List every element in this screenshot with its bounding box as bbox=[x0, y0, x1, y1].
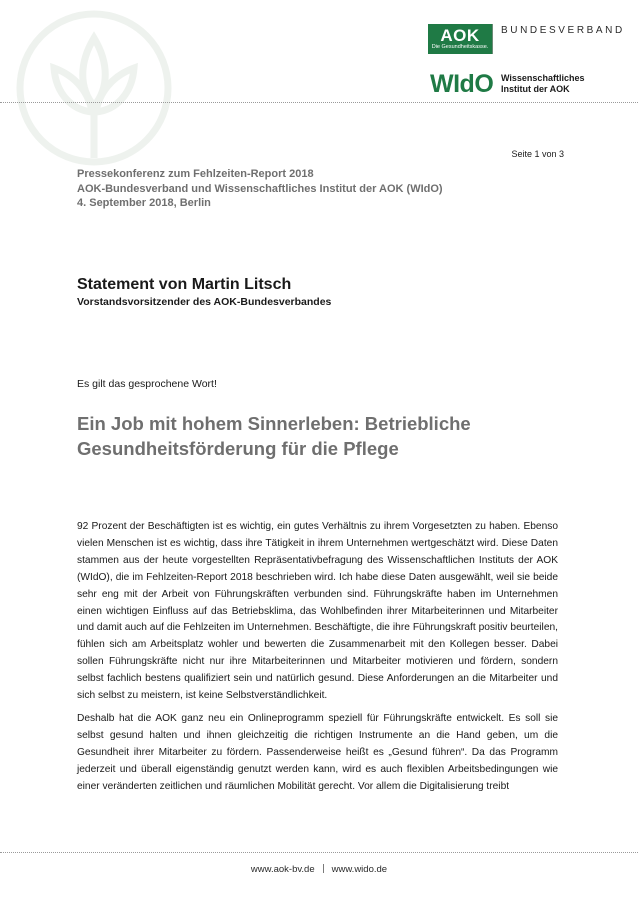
headline bbox=[77, 411, 557, 461]
conference-info bbox=[77, 167, 557, 211]
wido-institute-name bbox=[501, 73, 584, 95]
footer-separator bbox=[323, 864, 324, 873]
bundesverband-label: BUNDESVERBAND bbox=[501, 25, 625, 36]
footer-link-aok[interactable]: www.aok-bv.de bbox=[250, 864, 315, 875]
footer bbox=[0, 864, 638, 875]
wido-logo: WIdO bbox=[430, 70, 494, 98]
aok-logo bbox=[428, 24, 492, 54]
aok-tagline: Die Gesundheitskasse. bbox=[431, 44, 489, 50]
conference-line3: 4. September 2018, Berlin bbox=[77, 197, 211, 209]
logo-divider bbox=[492, 24, 493, 54]
paragraph-2: Deshalb hat die AOK ganz neu ein Onlineprogramm speziell für Führungskräfte entwickelt. Es soll sie selbst gesund halten und ihnen gleichzeitig die richtigen Instrumente an die Hand geben, um die Gesundheit ihrer Mitarbeiter zu fördern. Passenderweise heißt es „Gesund führen“. Da das Programm jederzeit und überall eigenständig genutzt werden kann, wird es auch flexiblen Arbeitsbedingungen wie einer veränderten zeitlichen und räumlichen Mobilität gerecht. Vor allem die Digitalisierung treibt bbox=[77, 712, 558, 792]
body-text bbox=[77, 519, 558, 802]
page-number: Seite 1 von 3 bbox=[511, 149, 564, 159]
footer-link-wido[interactable]: www.wido.de bbox=[331, 864, 388, 875]
statement-title: Statement von Martin Litsch bbox=[77, 276, 292, 293]
aok-logo-letters: AOK bbox=[440, 26, 480, 45]
statement-subtitle: Vorstandsvorsitzender des AOK-Bundesverbandes bbox=[77, 296, 332, 308]
wido-name-line2: Institut der AOK bbox=[501, 84, 570, 94]
headline-line1: Ein Job mit hohem Sinnerleben: Betriebliche bbox=[77, 413, 471, 434]
aok-emblem-watermark bbox=[14, 8, 174, 168]
wido-name-line1: Wissenschaftliches bbox=[501, 73, 585, 83]
spoken-word-note: Es gilt das gesprochene Wort! bbox=[77, 378, 217, 390]
conference-line1: Pressekonferenz zum Fehlzeiten-Report 2018 bbox=[77, 168, 314, 180]
conference-line2: AOK-Bundesverband und Wissenschaftliches Institut der AOK (WIdO) bbox=[77, 182, 443, 195]
paragraph-1: 92 Prozent der Beschäftigten ist es wichtig, ein gutes Verhältnis zu ihrem Vorgesetzten zu haben. Ebenso vielen Menschen ist es wichtig, dass ihre Tätigkeit in ihrem Unternehmen wertgeschätzt wird. Diese Daten stammen aus der heute vorgestellten Repräsentativbefragung des Wissenschaftlichen Instituts der AOK (WIdO), die im Fehlzeiten-Report 2018 beschrieben wird. Ich habe diese Daten ausgewählt, weil sie beide sehr eng mit der Arbeit von Führungskräften verbunden sind. Führungskräfte haben im Unternehmen einen wichtigen Einfluss auf das Betriebsklima, das Wohlbefinden ihrer Mitarbeiterinnen und Mitarbeiter und damit auch auf die Fehlzeiten im Unternehmen. Beschäftigte, die ihre Führungskraft positiv beurteilen, fühlen sich am Arbeitsplatz wohler und bewerten die Zusammenarbeit mit den Kollegen besser. Dabei sollen Führungskräfte nicht nur ihre Mitarbeiterinnen und Mitarbeiter motivieren und fördern, sondern selbst fachlich bestens qualifiziert sein und natürlich gesund. Diese Anforderungen an die Mitarbeiter und sich selbst zu meistern, ist keine Selbstverständlichkeit. bbox=[77, 521, 558, 702]
header-divider bbox=[0, 102, 638, 103]
headline-line2: Gesundheitsförderung für die Pflege bbox=[77, 438, 399, 459]
footer-divider bbox=[0, 852, 638, 853]
